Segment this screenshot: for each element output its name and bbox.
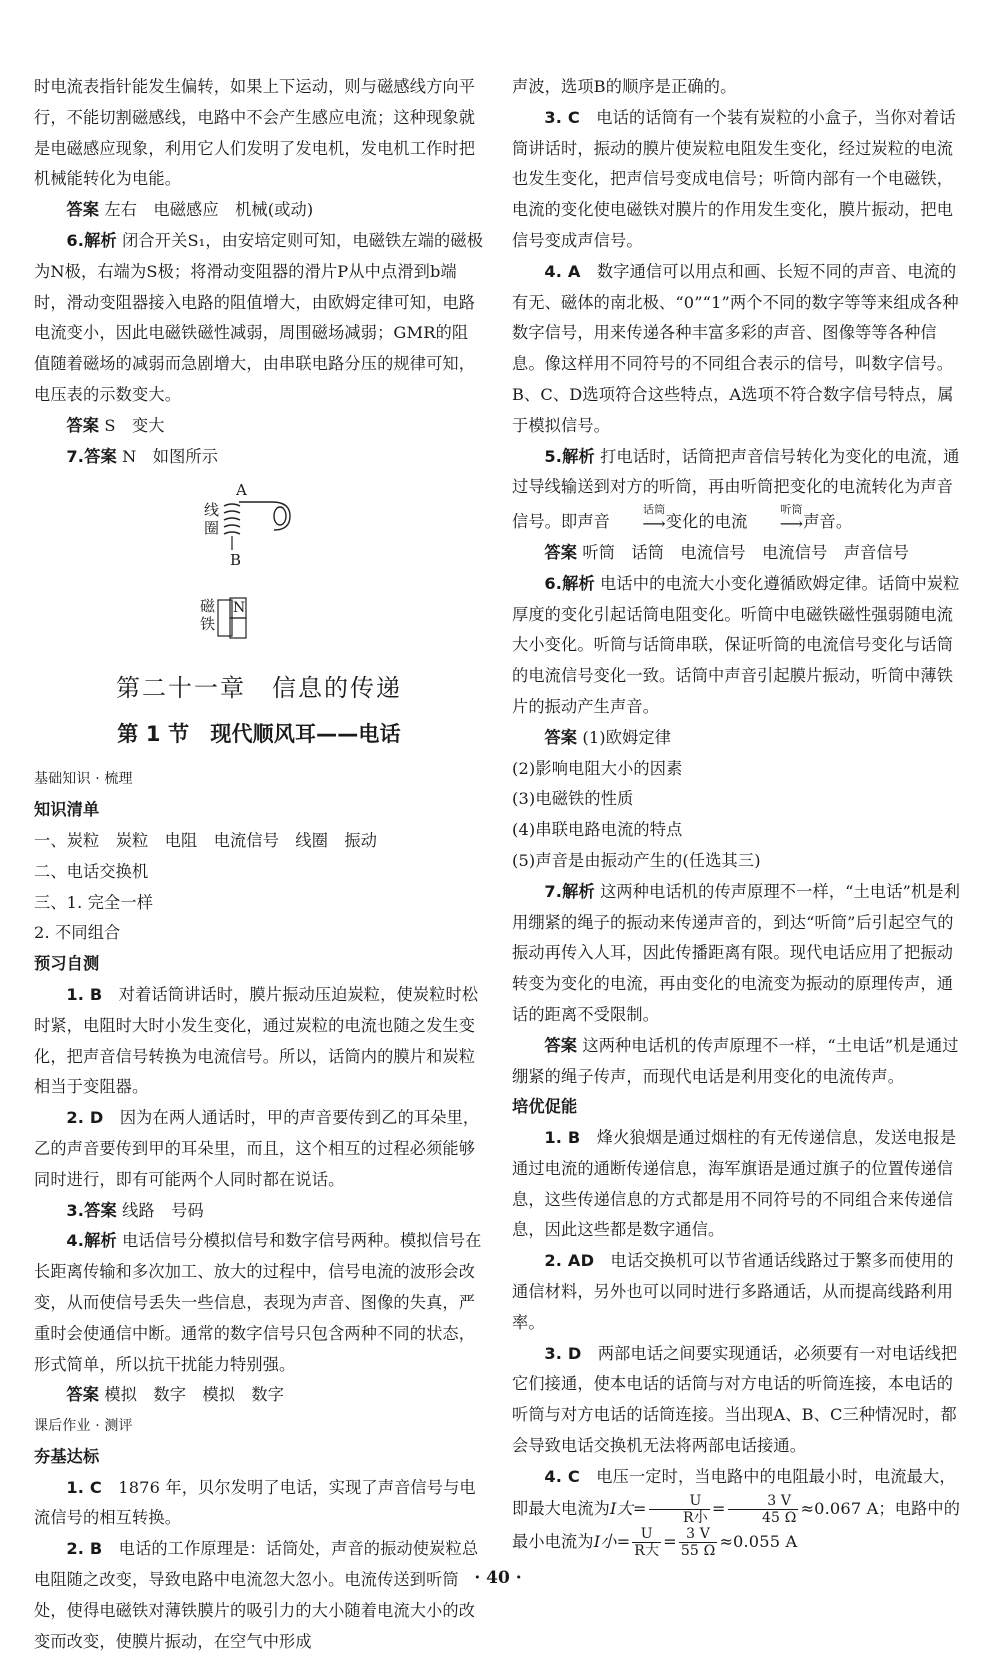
paragraph: 声波，选项B的顺序是正确的。 xyxy=(512,77,737,96)
subheading: 培优促能 xyxy=(512,1097,578,1117)
answer: 答案 这两种电话机的传声原理不一样，“土电话”机是通过绷紧的绳子传声，而现代电话是利用变化的电流传声。 xyxy=(512,1035,959,1086)
left-column xyxy=(34,72,484,1657)
answer: 答案 (1)欧姆定律 xyxy=(544,727,672,747)
fraction: $\frac{U}{\text{R大}}$ xyxy=(634,1525,660,1559)
chapter-title: 第二十一章 信息的传递 xyxy=(116,674,402,703)
answer-6: 答案 S 变大 xyxy=(66,415,165,435)
answer-line: (4)串联电路电流的特点 xyxy=(512,820,683,840)
fraction: $\frac{3 V}{45 \Omega}$ xyxy=(728,1493,799,1526)
figure-label-magnet: 铁 xyxy=(200,615,216,634)
subheading: 预习自测 xyxy=(34,954,100,974)
formula-line: 最小电流为I小= $\frac{U}{\text{R大}}$ = $\frac{3 V}{55 \Omega}$ ≈0.055 A xyxy=(512,1525,798,1559)
item: 2. AD 电话交换机可以节省通话线路过于繁多而使用的通信材料，另外也可以同时进行多路通话，从而提高线路利用率。 xyxy=(512,1251,954,1332)
item: 7.解析 这两种电话机的传声原理不一样，“土电话”机是利用绷紧的绳子的振动来传递声音的，到达“听筒”后引起空气的振动再传入人耳，因此传播距离有限。现代电话应用了把振动转变为变化的电流，再由变化的电流变为振动的原理传声，通话的距离不受限制。 xyxy=(512,881,961,1024)
item: 6.解析 电话中的电流大小变化遵循欧姆定律。话筒中炭粒厚度的变化引起话筒电阻变化。听筒中电磁铁磁性强弱随电流大小变化。听筒与话筒串联，保证听筒的电流信号变化与话筒的电流信号变化一致。话筒中声音引起膜片振动，听筒中薄铁片的振动产生声音。 xyxy=(512,573,960,716)
item: 5.解析 打电话时，话筒把声音信号转化为变化的电流，通过导线输送到对方的听筒，再由听筒把变化的电流转化为声音信号。即声音 话筒 ⟶ 变化的电流 听筒 ⟶ 声音。 xyxy=(512,446,960,534)
list-item: 一、炭粒 炭粒 电阻 电流信号 线圈 振动 xyxy=(34,830,378,850)
item: 3.答案 线路 号码 xyxy=(66,1200,204,1220)
coil-diagram xyxy=(34,472,484,642)
answer-line: (3)电磁铁的性质 xyxy=(512,789,634,809)
item: 3. C 电话的话筒有一个装有炭粒的小盒子，当你对着话筒讲话时，振动的膜片使炭粒电阻发生变化，经过炭粒的电流也发生变化，把声信号变成电信号；听筒内部有一个电磁铁，电流的变化使电磁铁对膜片的作用发生变化，膜片振动，把电信号变成声信号。 xyxy=(512,107,956,250)
question-7: 7.答案 N 如图所示 xyxy=(66,446,219,466)
figure-label-b: B xyxy=(230,551,242,570)
list-item: 2. 不同组合 xyxy=(34,923,121,943)
right-column xyxy=(512,72,968,1559)
answer-line: (2)影响电阻大小的因素 xyxy=(512,758,683,778)
fraction: $\frac{3 V}{55 \Omega}$ xyxy=(680,1525,716,1559)
answer-line: (5)声音是由振动产生的(任选其三) xyxy=(512,850,761,870)
subheading: 夯基达标 xyxy=(34,1446,100,1466)
item: 2. B 电话的工作原理是：话筒处，声音的振动使炭粒总电阻随之改变，导致电路中电流忽大忽小。电流传送到听筒处，使得电磁铁对薄铁膜片的吸引力的大小随着电流大小的改变而改变，使膜片振动，在空气中形成 xyxy=(34,1539,479,1651)
answer: 答案 模拟 数字 模拟 数字 xyxy=(66,1385,285,1405)
figure-label-coil: 圈 xyxy=(204,519,220,538)
item: 2. D 因为在两人通话时，甲的声音要传到乙的耳朵里，乙的声音要传到甲的耳朵里，而且，这个相互的过程必须能够同时进行，即有可能两个人同时都在说话。 xyxy=(34,1108,480,1189)
figure-label-n: N xyxy=(233,600,246,617)
section-title: 第 1 节 现代顺风耳——电话 xyxy=(117,722,401,747)
coil-magnet-figure xyxy=(34,472,484,642)
subheading: 知识清单 xyxy=(34,800,100,820)
item: 1. B 对着话筒讲话时，膜片振动压迫炭粒，使炭粒时松时紧，电阻时大时小发生变化，通过炭粒的电流也随之发生变化，把声音信号转换为电流信号。所以，话筒内的膜片和炭粒相当于变阻器。 xyxy=(34,984,479,1097)
category-label: 课后作业 · 测评 xyxy=(34,1418,133,1435)
item: 1. C 1876 年，贝尔发明了电话，实现了声音信号与电流信号的相互转换。 xyxy=(34,1477,476,1528)
figure-label-coil: 线 xyxy=(204,501,220,520)
item: 3. D 两部电话之间要实现通话，必须要有一对电话线把它们接通，使本电话的话筒与对方电话的听筒连接，本电话的听筒与对方电话的话筒连接。当出现A、B、C三种情况时，都会导致电话交换机无法将两部电话接通。 xyxy=(512,1343,958,1456)
answer: 答案 听筒 话筒 电流信号 电流信号 声音信号 xyxy=(544,542,910,562)
figure-label-a: A xyxy=(236,481,247,500)
item: 4. C 电压一定时，当电路中的电阻最小时，电流最大，即最大电流为I大= $\frac{U}{\text{R小}}$ = $\frac{3 V}{45 \Omega}$ ≈0.067 A；电路中的 xyxy=(512,1466,961,1526)
fraction: $\frac{U}{\text{R小}}$ xyxy=(649,1493,710,1526)
question-6: 6.解析 闭合开关S₁，由安培定则可知，电磁铁左端的磁极为N极，右端为S极；将滑动变阻器的滑片P从中点滑到b端时，滑动变阻器接入电路的阻值增大，由欧姆定律可知，电路电流变小，因此电磁铁磁性减弱，周围磁场减弱；GMR的阻值随着磁场的减弱而急剧增大，由串联电路分压的规律可知，电压表的示数变大。 xyxy=(34,230,484,404)
page-number: · 40 · xyxy=(474,1568,522,1588)
paragraph: 时电流表指针能发生偏转，如果上下运动，则与磁感线方向平行，不能切割磁感线，电路中不会产生感应电流；这种现象就是电磁感应现象，利用它人们发明了发电机，发电机工作时把机械能转化为电能。 xyxy=(34,77,476,189)
item: 1. B 烽火狼烟是通过烟柱的有无传递信息，发送电报是通过电流的通断传递信息，海军旗语是通过旗子的位置传递信息，这些传递信息的方式都是用不同符号的不同组合来传递信息，因此这些都是数字通信。 xyxy=(512,1128,957,1240)
list-item: 二、电话交换机 xyxy=(34,861,149,881)
category-label: 基础知识 · 梳理 xyxy=(34,771,133,788)
figure-label-magnet: 磁 xyxy=(200,597,216,616)
arrow: 话筒 ⟶ xyxy=(642,503,666,534)
arrow: 听筒 ⟶ xyxy=(779,503,804,534)
list-item: 三、1. 完全一样 xyxy=(34,892,154,912)
answer-5: 答案 左右 电磁感应 机械(或动) xyxy=(66,200,314,220)
item: 4. A 数字通信可以用点和画、长短不同的声音、电流的有无、磁体的南北极、“0”“1”两个不同的数字等等来组成各种数字信号，用来传递各种丰富多彩的声音、图像等等各种信息。像这样用不同符号的不同组合表示的信号，叫数字信号。B、C、D选项符合这些特点，A选项不符合数字信号特点，属于模拟信号。 xyxy=(512,261,959,435)
item: 4.解析 电话信号分模拟信号和数字信号两种。模拟信号在长距离传输和多次加工、放大的过程中，信号电流的波形会改变，从而使信号丢失一些信息，表现为声音、图像的失真，严重时会使通信中断。通常的数字信号只包含两种不同的状态，形式简单，所以抗干扰能力特别强。 xyxy=(34,1231,482,1374)
